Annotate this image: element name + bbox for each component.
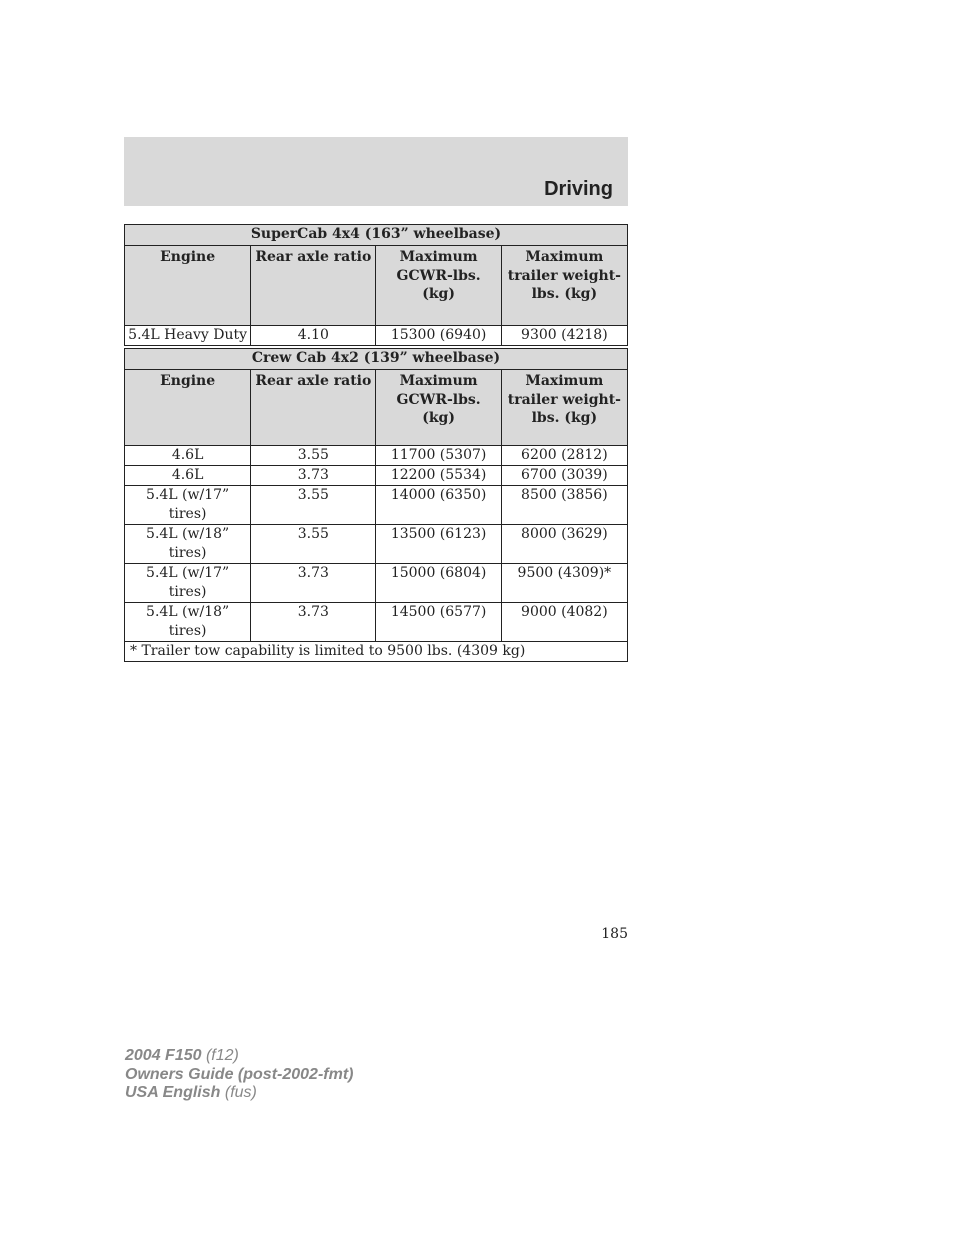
table-cell: 3.55 [251,525,376,564]
table-cell: 14500 (6577) [376,603,501,642]
column-header: Maximum GCWR-lbs. (kg) [376,246,501,326]
page-number: 185 [601,926,628,942]
table-row [125,603,628,642]
table-title: Crew Cab 4x2 (139” wheelbase) [125,349,628,370]
footer-line [125,1066,353,1085]
footer-model-code: (f12) [205,1047,239,1064]
document-footer [125,1047,353,1103]
table-cell: 4.6L [125,446,251,466]
column-header: Engine [125,370,251,446]
table-cell: 14000 (6350) [376,486,501,525]
table-cell: 11700 (5307) [376,446,501,466]
table-cell: 3.55 [251,446,376,466]
table-cell: 5.4L (w/18” tires) [125,603,251,642]
table-cell: 5.4L (w/18” tires) [125,525,251,564]
section-title: Driving [544,178,613,200]
column-header: Rear axle ratio [251,246,376,326]
table-footnote: * Trailer tow capability is limited to 9500 lbs. (4309 kg) [125,642,628,662]
table-cell: 8000 (3629) [501,525,627,564]
table-cell: 12200 (5534) [376,466,501,486]
section-header-band [124,137,628,206]
table-cell: 3.73 [251,603,376,642]
column-header: Maximum trailer weight-lbs. (kg) [501,370,627,446]
table-cell: 9500 (4309)* [501,564,627,603]
table-cell: 5.4L (w/17” tires) [125,486,251,525]
table-cell: 3.55 [251,486,376,525]
footer-line [125,1084,353,1103]
column-header: Maximum GCWR-lbs. (kg) [376,370,501,446]
table-cell: 15000 (6804) [376,564,501,603]
table-row [125,446,628,466]
table-cell: 6700 (3039) [501,466,627,486]
table-cell: 15300 (6940) [376,326,501,346]
supercab-4x4-spec-table [124,224,628,346]
table-row [125,486,628,525]
table-cell: 6200 (2812) [501,446,627,466]
footer-model: 2004 F150 [125,1047,202,1064]
table-cell: 4.10 [251,326,376,346]
table-title: SuperCab 4x4 (163” wheelbase) [125,225,628,246]
table-cell: 5.4L Heavy Duty [125,326,251,346]
table-cell: 5.4L (w/17” tires) [125,564,251,603]
crew-cab-4x2-spec-table [124,348,628,662]
table-footnote-row [125,642,628,662]
footer-guide: Owners Guide (post-2002-fmt) [125,1065,354,1083]
footer-language-code: (fus) [224,1084,257,1101]
footer-language: USA English [125,1084,221,1101]
table-cell: 13500 (6123) [376,525,501,564]
column-header: Maximum trailer weight-lbs. (kg) [501,246,627,326]
table-cell: 3.73 [251,564,376,603]
table-cell: 9000 (4082) [501,603,627,642]
footer-line [125,1047,353,1066]
table-cell: 9300 (4218) [501,326,627,346]
table-row [125,326,628,346]
column-header: Engine [125,246,251,326]
table-row [125,466,628,486]
table-row [125,525,628,564]
table-row [125,564,628,603]
table-cell: 3.73 [251,466,376,486]
column-header: Rear axle ratio [251,370,376,446]
table-cell: 8500 (3856) [501,486,627,525]
table-cell: 4.6L [125,466,251,486]
